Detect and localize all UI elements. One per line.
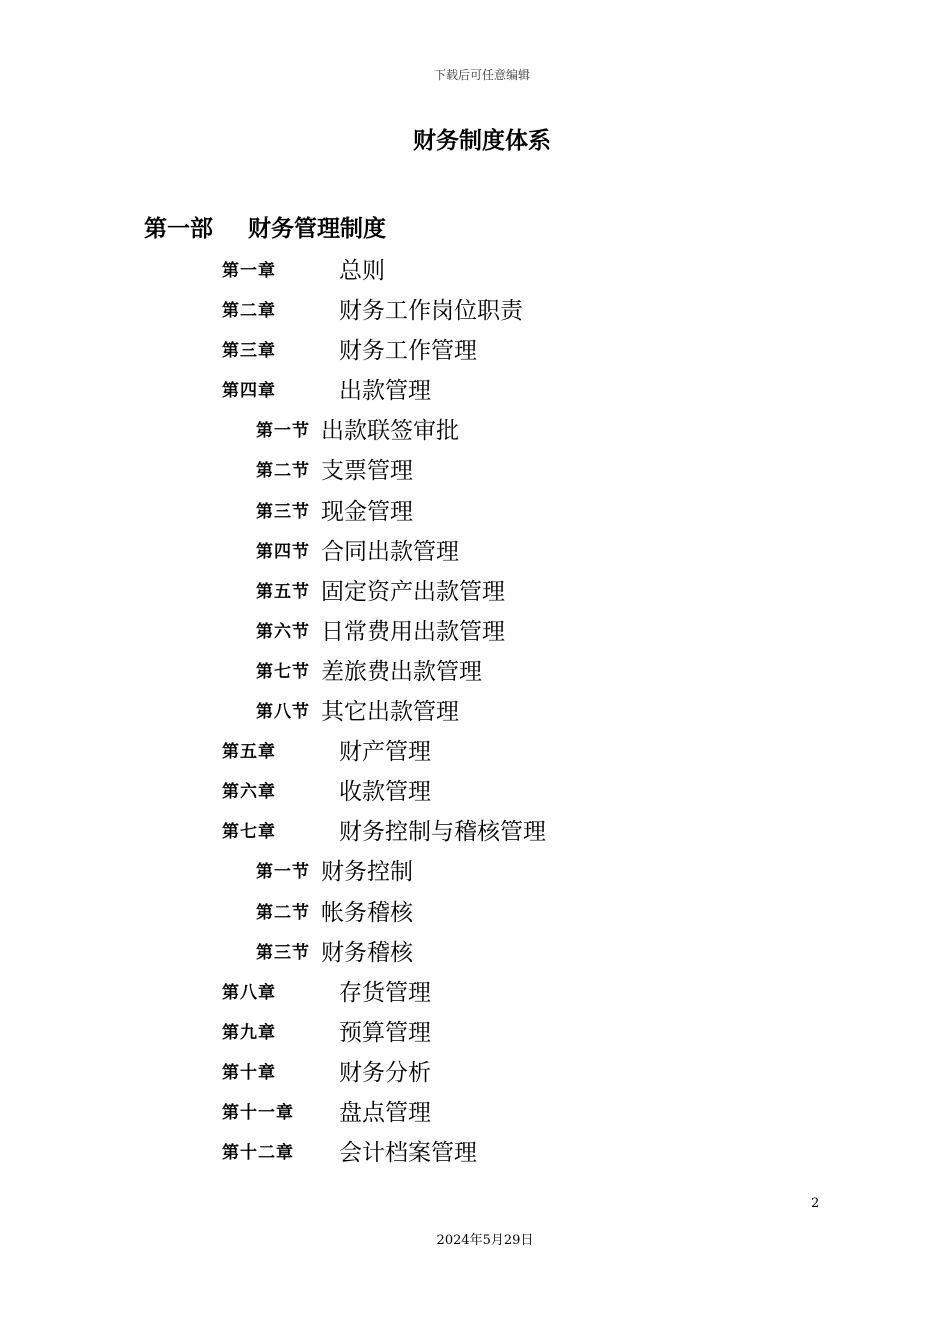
toc-entry-label: 第十二章: [222, 1143, 294, 1164]
toc-chapter: [0, 247, 950, 287]
footer-date: 2024年5月29日: [436, 1233, 534, 1248]
toc-entry-title: 出款联签审批: [321, 418, 459, 445]
document-title: 财务制度体系: [413, 128, 551, 154]
toc-section: [0, 929, 950, 969]
toc-chapter: [0, 969, 950, 1009]
toc-section: [0, 648, 950, 688]
toc-section: [0, 688, 950, 728]
toc-entry-label: 第八节: [256, 702, 310, 723]
toc-entry-title: 固定资产出款管理: [321, 578, 505, 605]
header-note: 下载后可任意编辑: [433, 68, 530, 82]
toc-section: [0, 608, 950, 648]
toc-entry-label: 第三章: [222, 341, 276, 362]
toc-entry-title: 支票管理: [321, 458, 413, 485]
toc-entry-label: 第二节: [256, 902, 310, 923]
toc-entry-label: 第四节: [256, 541, 310, 562]
toc-entry-title: 盘点管理: [339, 1099, 431, 1126]
toc-entry-label: 第十一章: [222, 1102, 294, 1123]
toc-entry-title: 财务稽核: [321, 939, 413, 966]
toc-entry-label: 第一节: [256, 862, 310, 883]
toc-entry-title: 预算管理: [339, 1019, 431, 1046]
toc-chapter: [0, 808, 950, 848]
toc-chapter: [0, 1009, 950, 1049]
toc-section: [0, 528, 950, 568]
toc-entry-label: 第十章: [222, 1062, 276, 1083]
toc-entry-title: 现金管理: [321, 498, 413, 525]
toc-chapter: [0, 1049, 950, 1089]
toc-section: [0, 848, 950, 888]
toc-entry-title: 总则: [339, 258, 385, 284]
toc-entry-title: 收款管理: [339, 779, 431, 806]
table-of-contents: [0, 247, 950, 1169]
part-title: 财务管理制度: [248, 216, 386, 242]
toc-entry-title: 财务工作管理: [339, 338, 477, 365]
toc-entry-label: 第二章: [222, 301, 276, 322]
toc-chapter: [0, 728, 950, 768]
toc-entry-label: 第六章: [222, 782, 276, 803]
toc-chapter: [0, 1129, 950, 1169]
toc-entry-title: 会计档案管理: [339, 1140, 477, 1167]
toc-entry-label: 第八章: [222, 982, 276, 1003]
toc-entry-label: 第六节: [256, 621, 310, 642]
toc-entry-label: 第七章: [222, 822, 276, 843]
toc-entry-label: 第九章: [222, 1022, 276, 1043]
toc-entry-label: 第五章: [222, 742, 276, 763]
toc-entry-title: 出款管理: [339, 378, 431, 405]
toc-entry-title: 财产管理: [339, 739, 431, 766]
toc-entry-label: 第七节: [256, 661, 310, 682]
toc-section: [0, 407, 950, 447]
toc-entry-title: 财务分析: [339, 1059, 431, 1086]
page-number: 2: [811, 1196, 820, 1211]
toc-entry-title: 财务工作岗位职责: [339, 298, 523, 325]
toc-section: [0, 889, 950, 929]
toc-chapter: [0, 1089, 950, 1129]
toc-entry-title: 帐务稽核: [321, 899, 413, 926]
toc-entry-title: 差旅费出款管理: [321, 658, 482, 685]
toc-section: [0, 447, 950, 487]
toc-entry-title: 财务控制: [321, 859, 413, 886]
toc-chapter: [0, 287, 950, 327]
toc-entry-label: 第一节: [256, 421, 310, 442]
toc-entry-label: 第一章: [222, 261, 276, 281]
toc-entry-label: 第二节: [256, 461, 310, 482]
toc-entry-label: 第三节: [256, 942, 310, 963]
toc-entry-title: 财务控制与稽核管理: [339, 819, 546, 846]
toc-section: [0, 488, 950, 528]
toc-entry-label: 第三节: [256, 501, 310, 522]
toc-chapter: [0, 327, 950, 367]
toc-chapter: [0, 768, 950, 808]
part-heading: [144, 210, 386, 243]
part-number: 第一部: [144, 216, 213, 242]
toc-chapter: [0, 367, 950, 407]
toc-section: [0, 568, 950, 608]
toc-entry-title: 合同出款管理: [321, 538, 459, 565]
toc-entry-label: 第四章: [222, 381, 276, 402]
toc-entry-label: 第五节: [256, 581, 310, 602]
toc-entry-title: 日常费用出款管理: [321, 618, 505, 645]
toc-entry-title: 存货管理: [339, 979, 431, 1006]
toc-entry-title: 其它出款管理: [321, 699, 459, 726]
